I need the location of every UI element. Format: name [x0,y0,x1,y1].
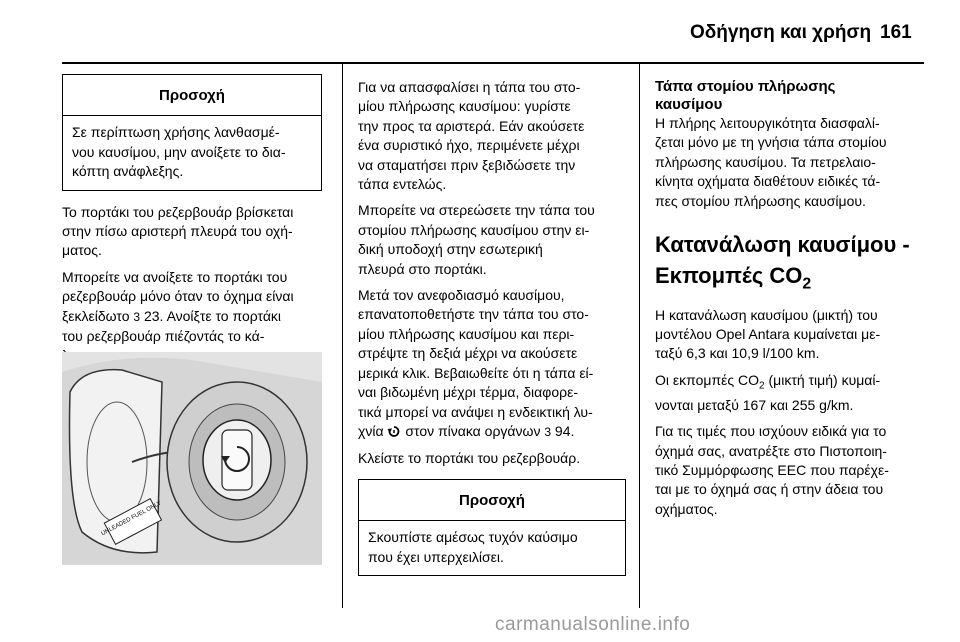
heading-line: Κατανάλωση καυσίμου - [655,232,910,258]
text-line: Η πλήρης λειτουργικότητα διασφαλί- [655,115,880,131]
caution-box-title: Προσοχή [359,480,625,521]
text-line: στομίου πλήρωσης καυσίμου στην ει- [358,221,590,238]
text-line: Κλείστε το πορτάκι του ρεζερβουάρ. [358,450,581,467]
text-line: μοντέλου Opel Antara κυμαίνεται με- [655,325,881,342]
text-line: μίου πλήρωσης καυσίμου: γυρίστε [358,98,571,115]
text-line: Μπορείτε να στερεώσετε την τάπα του [358,202,595,219]
text-line: νονται μεταξύ 167 και 255 g/km. [655,396,854,413]
fuel-door-illustration [62,352,322,565]
text-line: πλήρωσης καυσίμου. Τα πετρελαιο- [655,153,876,170]
text-line: (μικτή τιμή) κυμαί- [764,371,881,388]
text-line: Το πορτάκι του ρεζερβουάρ βρίσκεται [62,203,294,220]
text-line: στην πίσω αριστερή πλευρά του οχή- [62,223,293,240]
text-line: τικά μπορεί να ανάψει η ενδεικτική λυ- [358,403,593,420]
text-line: Για τις τιμές που ισχύουν ειδικά για το [655,423,887,440]
text-line: την προς τα αριστερά. Εάν ακούσετε [358,117,585,134]
column-1 [62,74,322,373]
paragraph-fuel-door-location [62,203,322,261]
paragraph-cap-holder [358,201,626,279]
paragraph-emissions [655,371,930,415]
text-line: επανατοποθετήστε την τάπα του στο- [358,306,589,323]
text-line: ταξύ 6,3 και 10,9 l/100 km. [655,345,820,362]
text-line: Μετά τον ανεφοδιασμό καυσίμου, [358,287,565,304]
text-line: δική υποδοχή στην εσωτερική [358,241,543,258]
text-line: μερικά κλικ. Βεβαιωθείτε ότι η τάπα εί- [358,364,594,381]
text-line: ένα συριστικό ήχο, περιμένετε μέχρι [358,137,580,154]
paragraph-genuine-cap [655,114,930,211]
text-line: ναι βιδωμένη μέχρι τέρμα, διαφορε- [358,384,578,401]
caution-line: κόπτη ανάφλεξης. [72,163,184,180]
column-2 [358,78,626,576]
text-line: τικό Συμμόρφωσης EEC που παρέχε- [655,461,889,478]
text-line: πες στομίου πλήρωσης καυσίμου. [655,192,866,209]
text-line: ξεκλείδωτο [62,307,130,324]
text-line: πλευρά στο πορτάκι. [358,260,487,277]
text-line: 23. Ανοίξτε το πορτάκι [140,307,282,324]
subscript: 2 [758,380,765,392]
paragraph-consumption [655,306,930,364]
text-line: 94. [551,422,575,439]
heading-subscript: 2 [802,275,812,293]
caution-box-body [63,116,321,189]
fuel-door-figure [62,352,322,565]
text-line: ματος. [62,242,102,259]
paragraph-certificate [655,422,930,519]
text-line: τάπα εντελώς. [358,176,447,193]
text-line: ρεζερβουάρ μόνο όταν το όχημα είναι [62,288,294,305]
text-line: όχημά σας, ανατρέξτε στο Πιστοποιη- [655,442,887,459]
column-divider-1 [342,64,343,608]
caution-line: νου καυσίμου, μην ανοίξετε το δια- [72,143,286,160]
text-line: στον πίνακα οργάνων [401,422,541,439]
text-line: στρέψτε τη δεξιά μέχρι να ακούσετε [358,345,578,362]
caution-line: Σκουπίστε αμέσως τυχόν καύσιμο [368,529,578,546]
paragraph-close-door [358,449,626,468]
text-line: χνία [358,422,384,439]
text-line: οχήματος. [655,500,718,517]
text-line: να σταματήσει πριν ξεβιδώσετε την [358,156,576,173]
page-reference-icon: 3 [544,424,552,439]
text-line: Οι εκπομπές CO [655,371,759,388]
page-reference-icon: 3 [133,309,141,324]
text-line: Η κατανάλωση καυσίμου (μικτή) του [655,306,878,323]
caution-box [62,74,322,191]
text-line: ται με το όχημά σας ή στην άδεια του [655,481,884,498]
fuel-cap-warning-icon [387,425,401,438]
caution-box [358,479,626,576]
caution-box-title: Προσοχή [63,75,321,116]
section-heading-fuel-consumption [655,229,930,300]
header-rule [62,62,924,64]
page-number: 161 [880,22,912,43]
text-line: του ρεζερβουάρ πιέζοντάς το κά- [62,328,265,345]
column-divider-2 [639,64,640,608]
heading-line: καυσίμου [655,96,723,113]
text-line: μίου πλήρωσης καυσίμου και περι- [358,325,575,342]
column-3 [655,78,930,526]
paragraph-refit-cap [358,286,626,442]
text-line: Για να απασφαλίσει η τάπα του στο- [358,79,581,95]
header-title: Οδήγηση και χρήση [690,22,872,43]
section-heading-fuel-cap [655,78,930,114]
fuel-sticker-label: UNLEADED FUEL ONLY [100,500,163,538]
caution-box-body [359,521,625,575]
watermark: carmanualsonline.info [495,614,691,635]
heading-line: Τάπα στομίου πλήρωσης [655,78,836,95]
caution-line: που έχει υπερχειλίσει. [368,548,504,565]
heading-line: Εκπομπές CO [655,263,803,289]
text-line: Μπορείτε να ανοίξετε το πορτάκι του [62,268,288,285]
paragraph-unlock-cap [358,78,626,194]
caution-line: Σε περίπτωση χρήσης λανθασμέ- [72,124,280,141]
text-line: ζεται μόνο με τη γνήσια τάπα στομίου [655,134,887,151]
text-line: κίνητα οχήματα διαθέτουν ειδικές τά- [655,173,881,190]
